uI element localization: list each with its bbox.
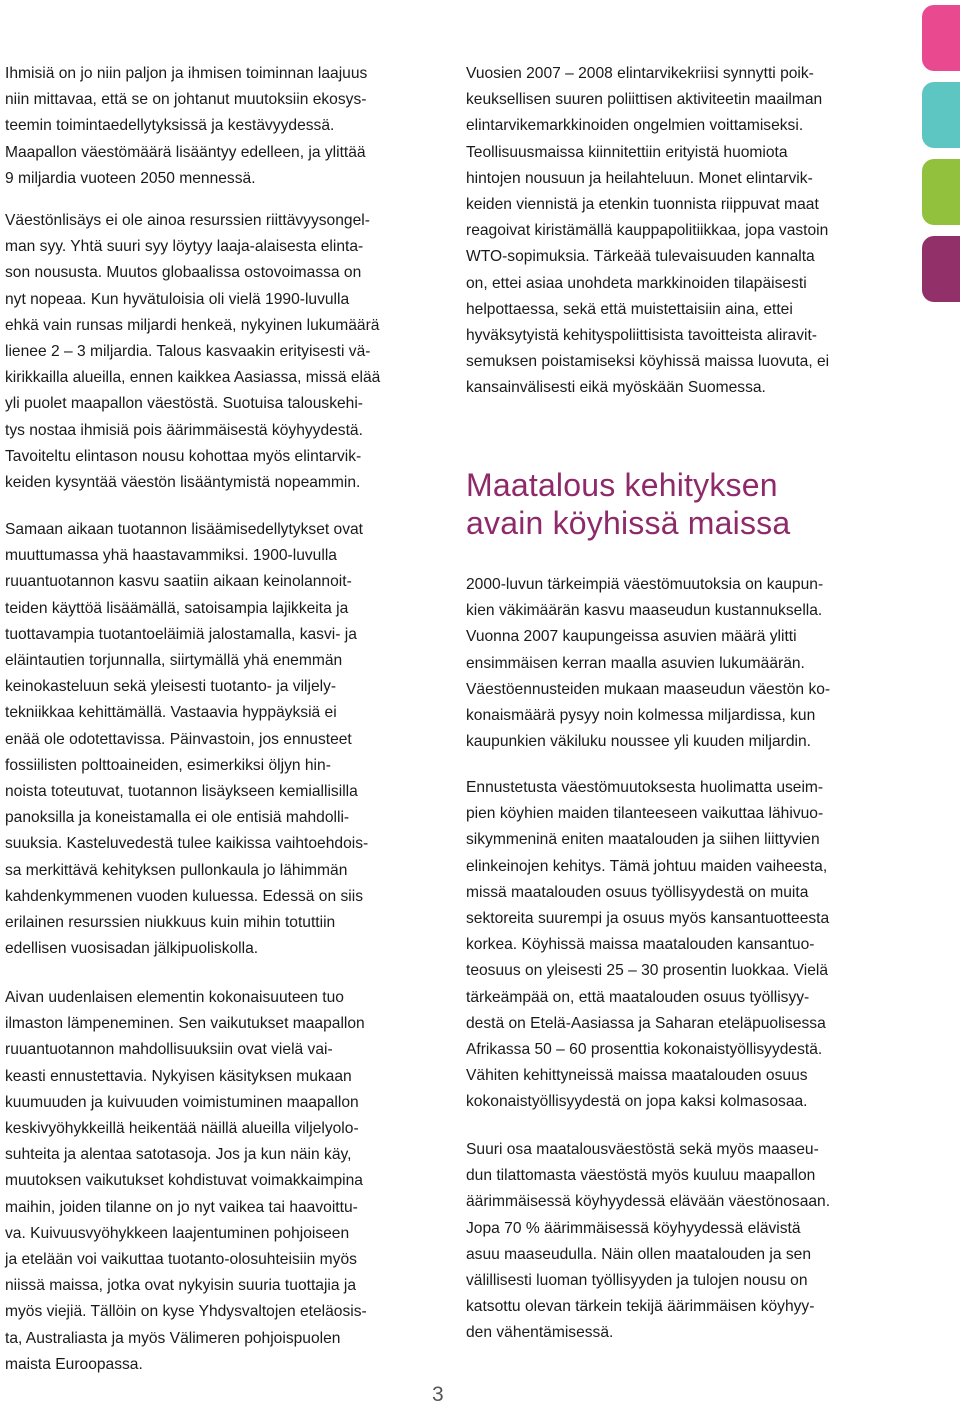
left-paragraph-2: Väestönlisäys ei ole ainoa resurssien riittävyysongel- man syy. Yhtä suuri syy löytyy laaja-alaisesta elinta- son noususta. Muutos globaalissa ostovoimassa on nyt nopeaa. Kun hyvätuloisia oli vielä 1990-luvulla ehkä vain runsas miljardi henkeä, nykyinen lukumäärä lienee 2 – 3 miljardia. Talous kasvaakin erityisesti vä- kirikkailla alueilla, ennen kaikkea Aasiassa, missä elää yli puolet maapallon väestöstä. Suotuisa talouskehi- tys nostaa ihmisiä pois äärimmäisestä köyhyydestä. Tavoiteltu elintason nousu kohottaa myös elintarvik- keiden kysyntää väestön lisääntymistä nopeammin. [5,212,381,492]
left-paragraph-4: Aivan uudenlaisen elementin kokonaisuuteen tuo ilmaston lämpeneminen. Sen vaikutukset maapallon ruuantuotannon mahdollisuuksiin ovat vielä vai- keasti ennustettavia. Nykyisen käsityksen mukaan kuumuuden ja kuivuuden voimistuminen maapallon keskivyöhykkeillä heikentää näillä alueilla viljelyolo- suhteita ja alentaa satotasoja. Jos ja kun näin käy, muutoksen vaikutukset kohdistuvat voimakkaimpina maihin, joiden tilanne on jo nyt vaikea tai haavoittu- va. Kuivuusvyöhykkeen laajentuminen pohjoiseen ja etelään voi vaikuttaa tuotanto-olosuhteisiin myös niissä maissa, jotka ovat nykyisin suuria tuottajia ja myös viejiä. Tällöin on kyse Yhdysvaltojen eteläosis- ta, Australiasta ja myös Välimeren pohjoispuolen maista Euroopassa. [5,989,367,1373]
section-tab-purple[interactable] [922,236,960,302]
left-paragraph-3: Samaan aikaan tuotannon lisäämisedellytykset ovat muuttumassa yhä haastavammiksi. 1900-luvulla ruuantuotannon kasvu saatiin aikaan keinolannoit- teiden käyttöä lisäämällä, satoisampia lajikkeita ja tuottavampia tuotantoeläimiä jalostamalla, kasvi- ja eläintautien torjunnalla, siirtymällä yhä enemmän keinokasteluun sekä yleisesti tuotanto- ja viljely- tekniikkaa kehittämällä. Vastaavia hyppäyksiä ei enää ole odotettavissa. Päinvastoin, jos ennusteet fossiilisten polttoaineiden, esimerkiksi öljyn hin- noista toteutuvat, tuotannon lisäykseen kemiallisilla panoksilla ja koneistamalla ei ole entisiä mahdolli- suuksia. Kasteluvedestä tulee kaikissa vaihtoehdois- sa merkittävä kehityksen pullonkaula jo lähimmän kahdenkymmenen vuoden kuluessa. Edessä on siis erilainen resurssien niukkuus kuin mihin totuttiin edellisen vuosisadan jälkipuoliskolla. [5,521,369,958]
right-paragraph-4: Suuri osa maatalousväestöstä sekä myös maaseu- dun tilattomasta väestöstä myös kuuluu maapallon äärimmäisessä köyhyydessä elävään väestönosaan. Jopa 70 % äärimmäisessä köyhyydessä elävistä asuu maaseudulla. Näin ollen maatalouden ja sen välillisesti luoman työllisyyden ja tulojen nousu on katsottu olevan tärkein tekijä äärimmäisen köyhyy- den vähentämisessä. [466,1141,831,1342]
section-tab-green[interactable] [922,159,960,225]
section-tab-teal[interactable] [922,82,960,148]
left-paragraph-1: Ihmisiä on jo niin paljon ja ihmisen toiminnan laajuus niin mittavaa, että se on johtanut muutoksiin ekosys- teemin toimintaedellytyksissä ja kestävyydessä. Maapallon väestömäärä lisääntyy edelleen, ja ylittää 9 miljardia vuoteen 2050 mennessä. [5,65,368,187]
section-heading: Maatalous kehityksen avain köyhissä maissa [466,467,791,541]
section-tab-pink[interactable] [922,5,960,71]
right-paragraph-3: Ennustetusta väestömuutoksesta huolimatta useim- pien köyhien maiden tilanteeseen vaikuttaa lähivuo- sikymmeninä eniten maatalouden ja siihen liittyvien elinkeinojen kehitys. Tämä johtuu maiden vaiheesta, missä maatalouden osuus työllisyydestä on muita sektoreita suurempi ja osuus myös kansantuotteesta korkea. Köyhissä maissa maatalouden kansantuo- teosuus on yleisesti 25 – 30 prosentin luokkaa. Vielä tärkeämpää on, että maatalouden osuus työllisyy- destä on Etelä-Aasiassa ja Saharan eteläpuolisessa Afrikassa 50 – 60 prosenttia kokonaistyöllisyydestä. Vähiten kehittyneissä maissa maatalouden osuus kokonaistyöllisyydestä on jopa kaksi kolmasosaa. [466,779,830,1111]
right-paragraph-1: Vuosien 2007 – 2008 elintarvikekriisi synnytti poik- keuksellisen suuren poliittisen aktiviteetin maailman elintarvikemarkkinoiden ongelmien voittamiseksi. Teollisuusmaissa kiinnitettiin erityistä huomiota hintojen nousuun ja heilahteluun. Monet elintarvik- keiden viennistä ja etenkin tuonnista riippuvat maat reagoivat kiristämällä kauppapolitiikkaa, jopa vastoin WTO-sopimuksia. Tärkeää tulevaisuuden kannalta on, ettei asiaa unohdeta markkinoiden tilapäisesti helpottaessa, sekä että muistettaisiin aina, ettei hyväksytyistä kehityspoliittisista tavoitteista aliravit- semuksen poistamiseksi köyhissä maissa luovuta, ei kansainvälisesti eikä myöskään Suomessa. [466,65,830,397]
right-paragraph-2: 2000-luvun tärkeimpiä väestömuutoksia on kaupun- kien väkimäärän kasvu maaseudun kustannuksella. Vuonna 2007 kaupungeissa asuvien määrä ylitti ensimmäisen kerran maalla asuvien lukumäärän. Väestöennusteiden mukaan maaseudun väestön ko- konaismäärä pysyy noin kolmessa miljardissa, kun kaupunkien väkiluku noussee yli kuuden miljardin. [466,576,831,751]
page-number: 3 [432,1383,444,1406]
